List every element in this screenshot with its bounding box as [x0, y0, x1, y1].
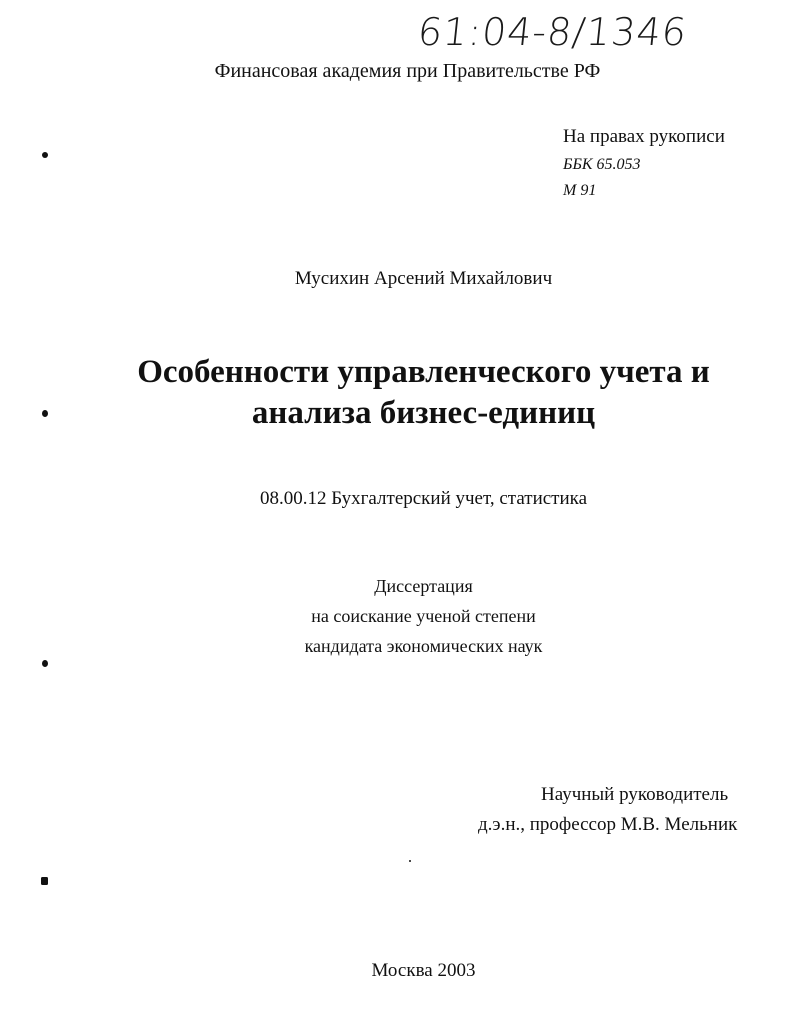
- dissertation-type: Диссертация: [374, 576, 473, 596]
- author-code: М 91: [563, 182, 597, 199]
- title-line-1: Особенности управленческого учета и: [137, 354, 710, 390]
- dissertation-title: [0, 352, 791, 434]
- punch-mark: [42, 410, 48, 417]
- degree-name: кандидата экономических наук: [304, 636, 543, 656]
- author-name: Мусихин Арсений Михайлович: [294, 268, 553, 289]
- handwritten-archive-number: 61:04-8/1346: [415, 10, 690, 54]
- manuscript-rights-note: На правах рукописи: [563, 126, 725, 147]
- supervisor-name: д.э.н., профессор М.В. Мельник: [478, 814, 738, 835]
- supervisor-label: Научный руководитель: [541, 784, 729, 805]
- punch-mark: [42, 152, 48, 158]
- specialty-code: 08.00.12 Бухгалтерский учет, статистика: [259, 488, 588, 509]
- punch-mark: [41, 877, 48, 885]
- title-line-2: анализа бизнес-единиц: [251, 395, 596, 431]
- degree-purpose: на соискание ученой степени: [311, 606, 536, 626]
- institution-name: Финансовая академия при Правительстве РФ: [214, 60, 601, 82]
- city-year: Москва 2003: [371, 960, 476, 981]
- punch-mark: [42, 660, 48, 667]
- bbk-code: ББК 65.053: [563, 156, 641, 173]
- scan-speck: [409, 860, 411, 862]
